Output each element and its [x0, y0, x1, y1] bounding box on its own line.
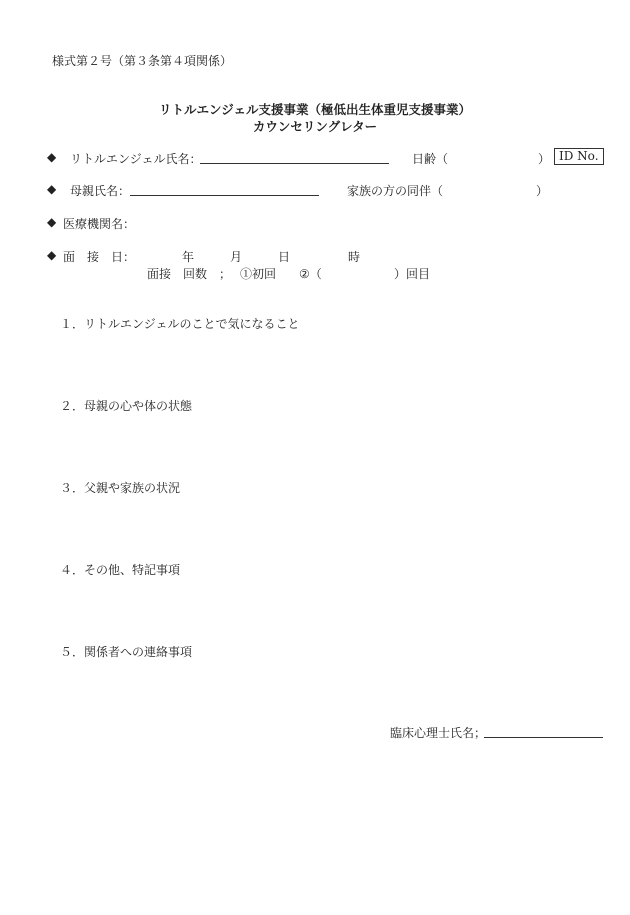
second-time-option[interactable]: ②（ [299, 267, 322, 281]
month-label: 月 [230, 250, 243, 264]
second-time-close: ）回目 [394, 267, 431, 281]
bullet-icon: ◆ [47, 182, 57, 196]
child-name-field[interactable] [200, 163, 389, 164]
institution-label: 医療機関名： [63, 217, 136, 231]
signature-field[interactable] [484, 737, 603, 738]
section-heading: ２．母親の心や体の状態 [60, 399, 193, 413]
first-time-option[interactable]: ①初回 [240, 267, 277, 281]
bullet-icon: ◆ [47, 248, 57, 262]
form-number: 様式第２号（第３条第４項関係） [52, 54, 233, 68]
child-name-label: リトルエンジェル氏名： [70, 152, 202, 166]
family-label: 家族の方の同伴（ [347, 184, 444, 198]
mother-name-label: 母親氏名： [70, 184, 131, 198]
section-heading: ３．父親や家族の状況 [60, 481, 181, 495]
hour-label: 時 [348, 250, 361, 264]
year-label: 年 [182, 250, 195, 264]
interview-count-label: 面接 回数 ； [147, 267, 232, 281]
age-close: ） [538, 152, 551, 166]
age-label: 日齢（ [412, 152, 449, 166]
section-heading: ４．その他、特記事項 [60, 563, 181, 577]
bullet-icon: ◆ [47, 150, 57, 164]
section-heading: １．リトルエンジェルのことで気になること [60, 317, 300, 331]
title-line1: リトルエンジェル支援事業（極低出生体重児支援事業） [159, 102, 471, 117]
bullet-icon: ◆ [47, 215, 57, 229]
family-close: ） [536, 184, 549, 198]
section-heading: ５．関係者への連絡事項 [60, 645, 193, 659]
signature-label: 臨床心理士氏名； [390, 726, 487, 740]
day-label: 日 [278, 250, 291, 264]
title-line2: カウンセリングレター [252, 119, 378, 134]
mother-name-field[interactable] [130, 195, 319, 196]
id-number-box[interactable]: ID No. [554, 148, 604, 165]
interview-date-label: 面 接 日： [63, 250, 136, 264]
